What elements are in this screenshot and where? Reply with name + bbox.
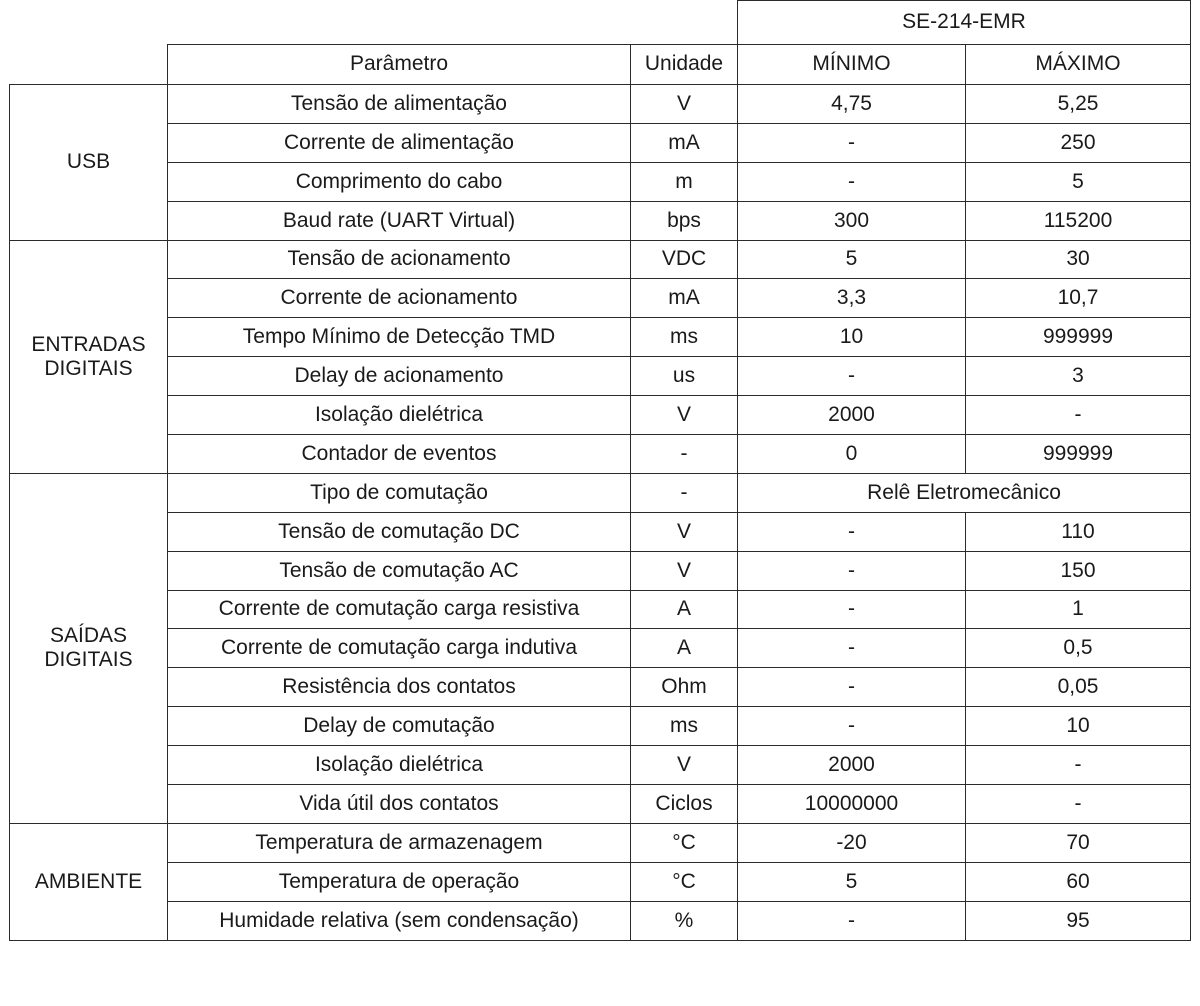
unit-cell: mA bbox=[631, 123, 738, 162]
parameter-cell: Tempo Mínimo de Detecção TMD bbox=[168, 318, 631, 357]
min-cell: - bbox=[738, 668, 966, 707]
model-header-row bbox=[10, 1, 1191, 45]
table-row bbox=[10, 629, 1191, 668]
min-cell: 10 bbox=[738, 318, 966, 357]
group-label-line: USB bbox=[66, 150, 111, 174]
header-parameter: Parâmetro bbox=[168, 45, 631, 85]
unit-cell: °C bbox=[631, 823, 738, 862]
table-row bbox=[10, 862, 1191, 901]
min-cell: - bbox=[738, 629, 966, 668]
min-cell: - bbox=[738, 707, 966, 746]
unit-cell: Ciclos bbox=[631, 785, 738, 824]
spec-table bbox=[9, 0, 1191, 941]
max-cell: 30 bbox=[966, 240, 1191, 279]
max-cell: 110 bbox=[966, 512, 1191, 551]
table-row bbox=[10, 123, 1191, 162]
blank-corner bbox=[10, 1, 738, 45]
unit-cell: V bbox=[631, 512, 738, 551]
parameter-cell: Corrente de comutação carga indutiva bbox=[168, 629, 631, 668]
unit-cell: V bbox=[631, 396, 738, 435]
unit-cell: m bbox=[631, 162, 738, 201]
unit-cell: - bbox=[631, 473, 738, 512]
parameter-cell: Corrente de alimentação bbox=[168, 123, 631, 162]
min-cell: 10000000 bbox=[738, 785, 966, 824]
spec-table-body bbox=[10, 1, 1191, 941]
max-cell: - bbox=[966, 396, 1191, 435]
min-cell: - bbox=[738, 162, 966, 201]
max-cell: 60 bbox=[966, 862, 1191, 901]
parameter-cell: Tensão de comutação DC bbox=[168, 512, 631, 551]
table-row bbox=[10, 473, 1191, 512]
span-value-cell: Relê Eletromecânico bbox=[738, 473, 1191, 512]
max-cell: 0,5 bbox=[966, 629, 1191, 668]
unit-cell: mA bbox=[631, 279, 738, 318]
blank-group-header bbox=[10, 45, 168, 85]
min-cell: 300 bbox=[738, 201, 966, 240]
min-cell: 0 bbox=[738, 435, 966, 474]
unit-cell: V bbox=[631, 85, 738, 124]
table-row bbox=[10, 823, 1191, 862]
parameter-cell: Baud rate (UART Virtual) bbox=[168, 201, 631, 240]
table-row bbox=[10, 668, 1191, 707]
parameter-cell: Tipo de comutação bbox=[168, 473, 631, 512]
table-row bbox=[10, 201, 1191, 240]
max-cell: 999999 bbox=[966, 318, 1191, 357]
max-cell: 115200 bbox=[966, 201, 1191, 240]
min-cell: - bbox=[738, 551, 966, 590]
parameter-cell: Corrente de acionamento bbox=[168, 279, 631, 318]
table-row bbox=[10, 162, 1191, 201]
table-row bbox=[10, 590, 1191, 629]
min-cell: 5 bbox=[738, 240, 966, 279]
min-cell: 3,3 bbox=[738, 279, 966, 318]
parameter-cell: Corrente de comutação carga resistiva bbox=[168, 590, 631, 629]
column-header-row bbox=[10, 45, 1191, 85]
parameter-cell: Contador de eventos bbox=[168, 435, 631, 474]
group-label bbox=[10, 85, 168, 241]
min-cell: 5 bbox=[738, 862, 966, 901]
max-cell: 70 bbox=[966, 823, 1191, 862]
parameter-cell: Isolação dielétrica bbox=[168, 396, 631, 435]
unit-cell: VDC bbox=[631, 240, 738, 279]
table-row bbox=[10, 551, 1191, 590]
parameter-cell: Comprimento do cabo bbox=[168, 162, 631, 201]
table-row bbox=[10, 240, 1191, 279]
max-cell: - bbox=[966, 746, 1191, 785]
table-row bbox=[10, 318, 1191, 357]
max-cell: 999999 bbox=[966, 435, 1191, 474]
min-cell: - bbox=[738, 357, 966, 396]
table-row bbox=[10, 901, 1191, 940]
min-cell: -20 bbox=[738, 823, 966, 862]
parameter-cell: Tensão de alimentação bbox=[168, 85, 631, 124]
min-cell: 2000 bbox=[738, 396, 966, 435]
max-cell: 150 bbox=[966, 551, 1191, 590]
header-unit: Unidade bbox=[631, 45, 738, 85]
group-label-line: DIGITAIS bbox=[44, 356, 133, 380]
group-label bbox=[10, 240, 168, 473]
unit-cell: us bbox=[631, 357, 738, 396]
group-label-line: DIGITAIS bbox=[44, 648, 133, 672]
parameter-cell: Temperatura de armazenagem bbox=[168, 823, 631, 862]
parameter-cell: Isolação dielétrica bbox=[168, 746, 631, 785]
max-cell: 3 bbox=[966, 357, 1191, 396]
min-cell: - bbox=[738, 123, 966, 162]
max-cell: - bbox=[966, 785, 1191, 824]
max-cell: 1 bbox=[966, 590, 1191, 629]
table-row bbox=[10, 279, 1191, 318]
max-cell: 250 bbox=[966, 123, 1191, 162]
min-cell: - bbox=[738, 512, 966, 551]
max-cell: 10,7 bbox=[966, 279, 1191, 318]
parameter-cell: Vida útil dos contatos bbox=[168, 785, 631, 824]
group-label-line: AMBIENTE bbox=[34, 869, 143, 893]
parameter-cell: Delay de comutação bbox=[168, 707, 631, 746]
unit-cell: bps bbox=[631, 201, 738, 240]
group-label bbox=[10, 473, 168, 823]
unit-cell: - bbox=[631, 435, 738, 474]
table-row bbox=[10, 707, 1191, 746]
group-label-line: SAÍDAS bbox=[49, 624, 128, 648]
max-cell: 0,05 bbox=[966, 668, 1191, 707]
unit-cell: ms bbox=[631, 318, 738, 357]
model-name: SE-214-EMR bbox=[738, 1, 1191, 45]
max-cell: 5,25 bbox=[966, 85, 1191, 124]
min-cell: 4,75 bbox=[738, 85, 966, 124]
unit-cell: A bbox=[631, 590, 738, 629]
group-label-line: ENTRADAS bbox=[31, 332, 146, 356]
table-row bbox=[10, 357, 1191, 396]
min-cell: - bbox=[738, 901, 966, 940]
group-label bbox=[10, 823, 168, 940]
header-max: MÁXIMO bbox=[966, 45, 1191, 85]
min-cell: - bbox=[738, 590, 966, 629]
unit-cell: °C bbox=[631, 862, 738, 901]
max-cell: 10 bbox=[966, 707, 1191, 746]
table-row bbox=[10, 396, 1191, 435]
unit-cell: ms bbox=[631, 707, 738, 746]
parameter-cell: Resistência dos contatos bbox=[168, 668, 631, 707]
unit-cell: V bbox=[631, 551, 738, 590]
table-row bbox=[10, 512, 1191, 551]
unit-cell: Ohm bbox=[631, 668, 738, 707]
table-row bbox=[10, 85, 1191, 124]
max-cell: 5 bbox=[966, 162, 1191, 201]
max-cell: 95 bbox=[966, 901, 1191, 940]
unit-cell: V bbox=[631, 746, 738, 785]
unit-cell: A bbox=[631, 629, 738, 668]
unit-cell: % bbox=[631, 901, 738, 940]
parameter-cell: Temperatura de operação bbox=[168, 862, 631, 901]
min-cell: 2000 bbox=[738, 746, 966, 785]
header-min: MÍNIMO bbox=[738, 45, 966, 85]
parameter-cell: Delay de acionamento bbox=[168, 357, 631, 396]
table-row bbox=[10, 746, 1191, 785]
parameter-cell: Humidade relativa (sem condensação) bbox=[168, 901, 631, 940]
table-row bbox=[10, 435, 1191, 474]
parameter-cell: Tensão de acionamento bbox=[168, 240, 631, 279]
table-row bbox=[10, 785, 1191, 824]
parameter-cell: Tensão de comutação AC bbox=[168, 551, 631, 590]
